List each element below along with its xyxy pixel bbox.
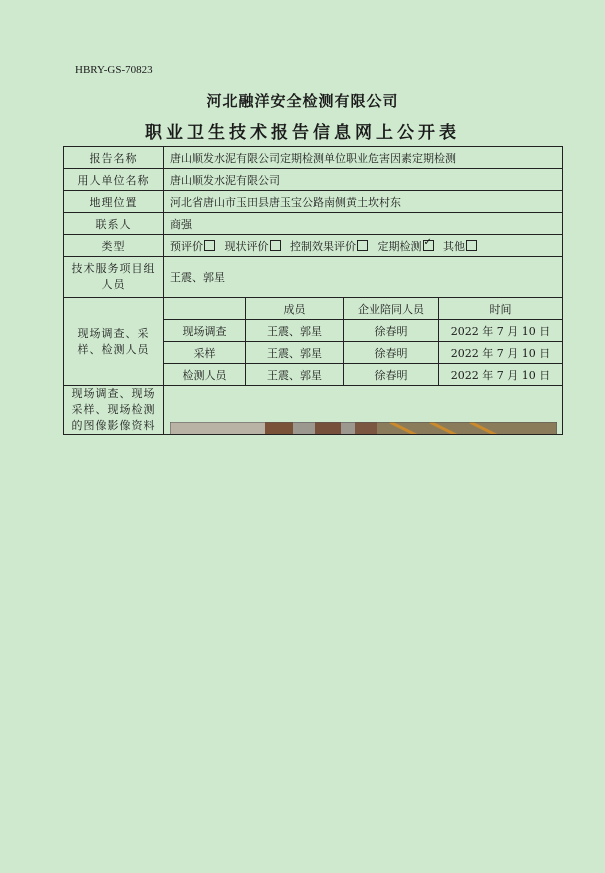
report-name-label: 报告名称 — [64, 147, 164, 169]
type-label: 类型 — [64, 235, 164, 257]
row-images — [64, 386, 563, 435]
type-options — [164, 235, 563, 257]
employer-label: 用人单位名称 — [64, 169, 164, 191]
row-location — [64, 191, 563, 213]
row-team — [64, 257, 563, 298]
staff-members: 王震、郭星 — [246, 320, 344, 342]
staff-header-blank — [164, 298, 246, 320]
staff-header-time: 时间 — [439, 298, 563, 320]
location-value: 河北省唐山市玉田县唐玉宝公路南侧黄土坎村东 — [164, 191, 563, 213]
type-option-label: 定期检测 — [377, 239, 422, 253]
row-employer — [64, 169, 563, 191]
staff-header-members: 成员 — [246, 298, 344, 320]
contact-label: 联系人 — [64, 213, 164, 235]
report-name-value: 唐山顺发水泥有限公司定期检测单位职业危害因素定期检测 — [164, 147, 563, 169]
team-label: 技术服务项目组人员 — [64, 257, 164, 298]
site-photo — [170, 422, 557, 435]
images-cell — [164, 386, 563, 435]
checkbox-preassessment — [204, 240, 215, 251]
staff-date: 2022 年 7 月 10 日 — [439, 364, 563, 386]
type-option-label: 现状评价 — [224, 239, 269, 253]
staff-role: 现场调查 — [164, 320, 246, 342]
staff-role: 检测人员 — [164, 364, 246, 386]
type-option-label: 其他 — [443, 239, 465, 253]
staff-header-row — [64, 298, 563, 320]
staff-escort: 徐春明 — [344, 364, 439, 386]
staff-members: 王震、郭星 — [246, 364, 344, 386]
staff-role: 采样 — [164, 342, 246, 364]
staff-members: 王震、郭星 — [246, 342, 344, 364]
type-option-label: 预评价 — [170, 239, 203, 253]
staff-header-escort: 企业陪同人员 — [344, 298, 439, 320]
checkbox-periodic-test — [423, 240, 434, 251]
staff-date: 2022 年 7 月 10 日 — [439, 320, 563, 342]
employer-value: 唐山顺发水泥有限公司 — [164, 169, 563, 191]
company-name: 河北融洋安全检测有限公司 — [206, 92, 399, 110]
staff-escort: 徐春明 — [344, 320, 439, 342]
staff-escort: 徐春明 — [344, 342, 439, 364]
checkbox-status-assessment — [270, 240, 281, 251]
row-type — [64, 235, 563, 257]
info-table — [63, 146, 563, 435]
team-value: 王震、郭星 — [164, 257, 563, 298]
location-label: 地理位置 — [64, 191, 164, 213]
type-option-label: 控制效果评价 — [290, 239, 356, 253]
row-report-name — [64, 147, 563, 169]
checkbox-control-effect — [357, 240, 368, 251]
row-contact — [64, 213, 563, 235]
page-title: 职业卫生技术报告信息网上公开表 — [145, 123, 460, 143]
site-photo-illustration — [170, 422, 557, 435]
contact-value: 商强 — [164, 213, 563, 235]
staff-date: 2022 年 7 月 10 日 — [439, 342, 563, 364]
document-code: HBRY-GS-70823 — [75, 64, 153, 76]
images-label: 现场调查、现场采样、现场检测的图像影像资料 — [64, 386, 164, 435]
field-staff-label: 现场调查、采样、检测人员 — [64, 298, 164, 386]
checkbox-other — [466, 240, 477, 251]
